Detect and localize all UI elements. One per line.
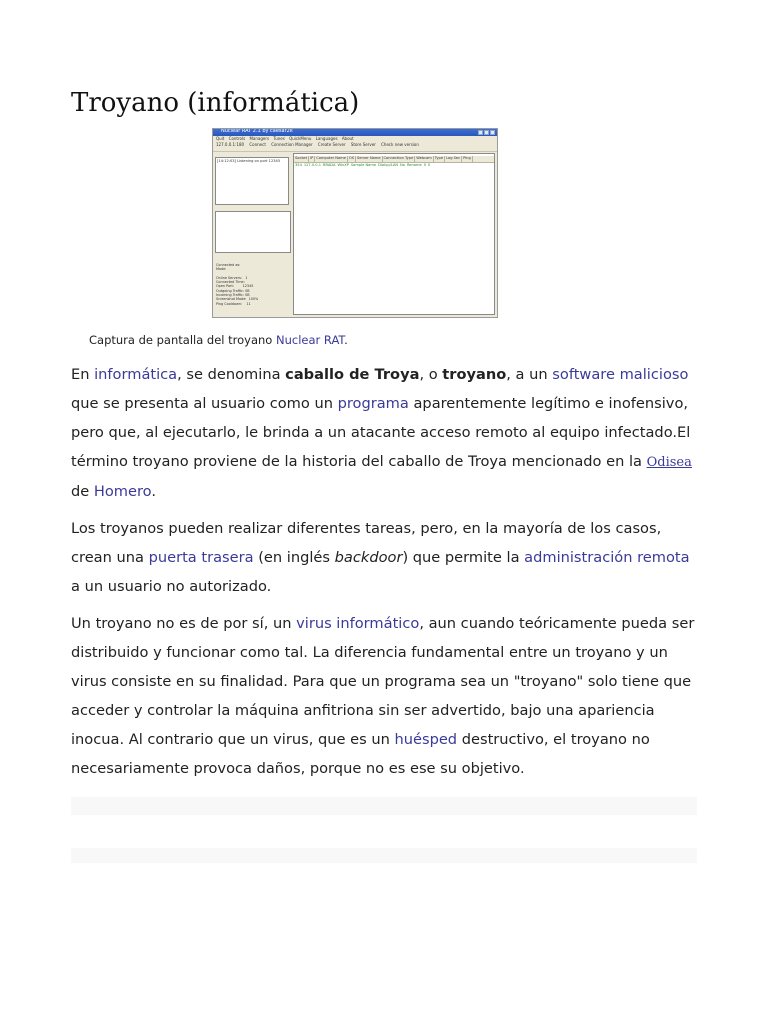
toolbar-item: Connect — [249, 142, 266, 147]
caption-text: . — [344, 333, 348, 347]
paragraph-virus — [71, 609, 699, 783]
link-puerta-trasera[interactable]: puerta trasera — [148, 549, 254, 566]
log-box — [215, 157, 289, 205]
grid-header — [294, 156, 494, 163]
text: ) que permite la — [402, 549, 525, 566]
status-info: Connected as: Mode: Online Servers: 1 Connected Time: Open Port: 12345 Outgoing Traffic: 0B Incoming Traffic: 0B Screenshot Mode: 100% Ping Cooldown: 11 — [216, 263, 259, 306]
paragraph-tasks — [71, 514, 699, 601]
table-cell: Dialup/LAN — [378, 163, 399, 167]
column-header: Connection Type — [383, 156, 414, 160]
connections-grid — [293, 153, 495, 315]
column-header: Webcam — [416, 156, 432, 160]
text: destructivo, el troyano no necesariamente provoca daños, porque no es ese su objetivo. — [71, 731, 650, 777]
bold-term: troyano — [442, 366, 507, 383]
toolbar-item: Create Server — [317, 142, 346, 147]
toolbar-item: 127.0.0.1:180 — [216, 142, 245, 147]
placeholder-bar — [71, 848, 697, 863]
paragraph-intro — [71, 360, 699, 506]
table-cell: 0 — [423, 163, 426, 167]
column-header: Server Name — [357, 156, 381, 160]
placeholder-bar — [71, 797, 697, 815]
text: Los troyanos pueden realizar diferentes tareas, pero, en la mayoría de los casos, crean una — [71, 520, 662, 566]
table-cell: Rename — [406, 163, 422, 167]
menu-item: Quit — [216, 136, 225, 141]
table-cell: 0 — [427, 163, 431, 167]
close-icon — [490, 130, 495, 135]
table-row — [294, 163, 494, 168]
text: . — [151, 483, 156, 500]
toolbar-item: Check new version — [381, 142, 419, 147]
text: , o — [419, 366, 443, 383]
window-titlebar — [213, 129, 497, 136]
screenshot-image[interactable] — [212, 128, 498, 318]
table-cell: Sample Name — [350, 163, 377, 167]
maximize-icon — [484, 130, 489, 135]
menu-item: Tunes — [273, 136, 285, 141]
menu-item: Managers — [249, 136, 270, 141]
window-controls — [478, 130, 495, 135]
bold-term: caballo de Troya — [285, 366, 420, 383]
link-homero[interactable]: Homero — [93, 483, 152, 500]
server-window-box — [215, 211, 291, 253]
menu-item: Controls — [228, 136, 246, 141]
link-software-malicioso[interactable]: software malicioso — [552, 366, 689, 383]
column-header: OS — [348, 156, 355, 160]
text: , aun cuando teóricamente pueda ser distribuido y funcionar como tal. La diferencia fundamental entre un troyano y un virus consiste en su finalidad. Para que un programa sea un "troyano" solo tiene que acceder y controlar la máquina anfitriona sin ser advertido, bajo una apariencia inocua. Al contrario que un virus, que es un — [71, 615, 695, 748]
link-nuclear-rat[interactable]: Nuclear RAT — [276, 333, 345, 347]
window-title: Nuclear RAT 2.1 by caesar2k — [221, 128, 293, 134]
menu-item: About — [341, 136, 354, 141]
toolbar-item: Store Server — [350, 142, 376, 147]
text: que se presenta al usuario como un — [71, 395, 338, 412]
text: Un troyano no es de por sí, un — [71, 615, 297, 632]
left-pane — [215, 153, 291, 315]
link-huesped[interactable]: huésped — [394, 731, 458, 748]
table-cell: 354 — [295, 163, 302, 167]
log-line: [14:12:03] Listening on port 12345 — [217, 159, 281, 163]
column-header: Socket — [295, 156, 308, 160]
page-title: Troyano (informática) — [71, 88, 360, 118]
italic-term: backdoor — [334, 549, 403, 566]
link-virus-informatico[interactable]: virus informático — [296, 615, 420, 632]
column-header: Ping — [463, 156, 471, 160]
link-programa[interactable]: programa — [337, 395, 409, 412]
table-cell: BRADA — [323, 163, 336, 167]
caption-text: Captura de pantalla del troyano — [89, 333, 276, 347]
column-header: IP — [310, 156, 314, 160]
text: , a un — [506, 366, 553, 383]
link-odisea[interactable]: Odisea — [646, 455, 692, 470]
text: En — [71, 366, 95, 383]
column-header: Computer Name — [316, 156, 346, 160]
menu-item: QuickMenu — [289, 136, 312, 141]
text: (en inglés — [253, 549, 335, 566]
table-cell: 127.0.0.1 — [303, 163, 322, 167]
text: , se denomina — [177, 366, 286, 383]
menu-item: Languages — [315, 136, 338, 141]
table-cell: WinXP — [337, 163, 349, 167]
text: de — [71, 483, 94, 500]
figure-caption — [89, 333, 348, 347]
table-cell: No — [400, 163, 405, 167]
toolbar-item: Connection Manager — [271, 142, 313, 147]
column-header: Log Sec — [446, 156, 461, 160]
text: a un usuario no autorizado. — [71, 578, 272, 595]
link-administracion-remota[interactable]: administración remota — [524, 549, 690, 566]
window-toolbar — [213, 142, 497, 152]
link-informatica[interactable]: informática — [94, 366, 178, 383]
text: aparentemente legítimo e inofensivo, pero que, al ejecutarlo, le brinda a un atacante acceso remoto al equipo infectado.El término troyano proviene de la historia del caballo de Troya mencionado en la — [71, 395, 691, 470]
minimize-icon — [478, 130, 483, 135]
column-header: Type — [434, 156, 444, 160]
